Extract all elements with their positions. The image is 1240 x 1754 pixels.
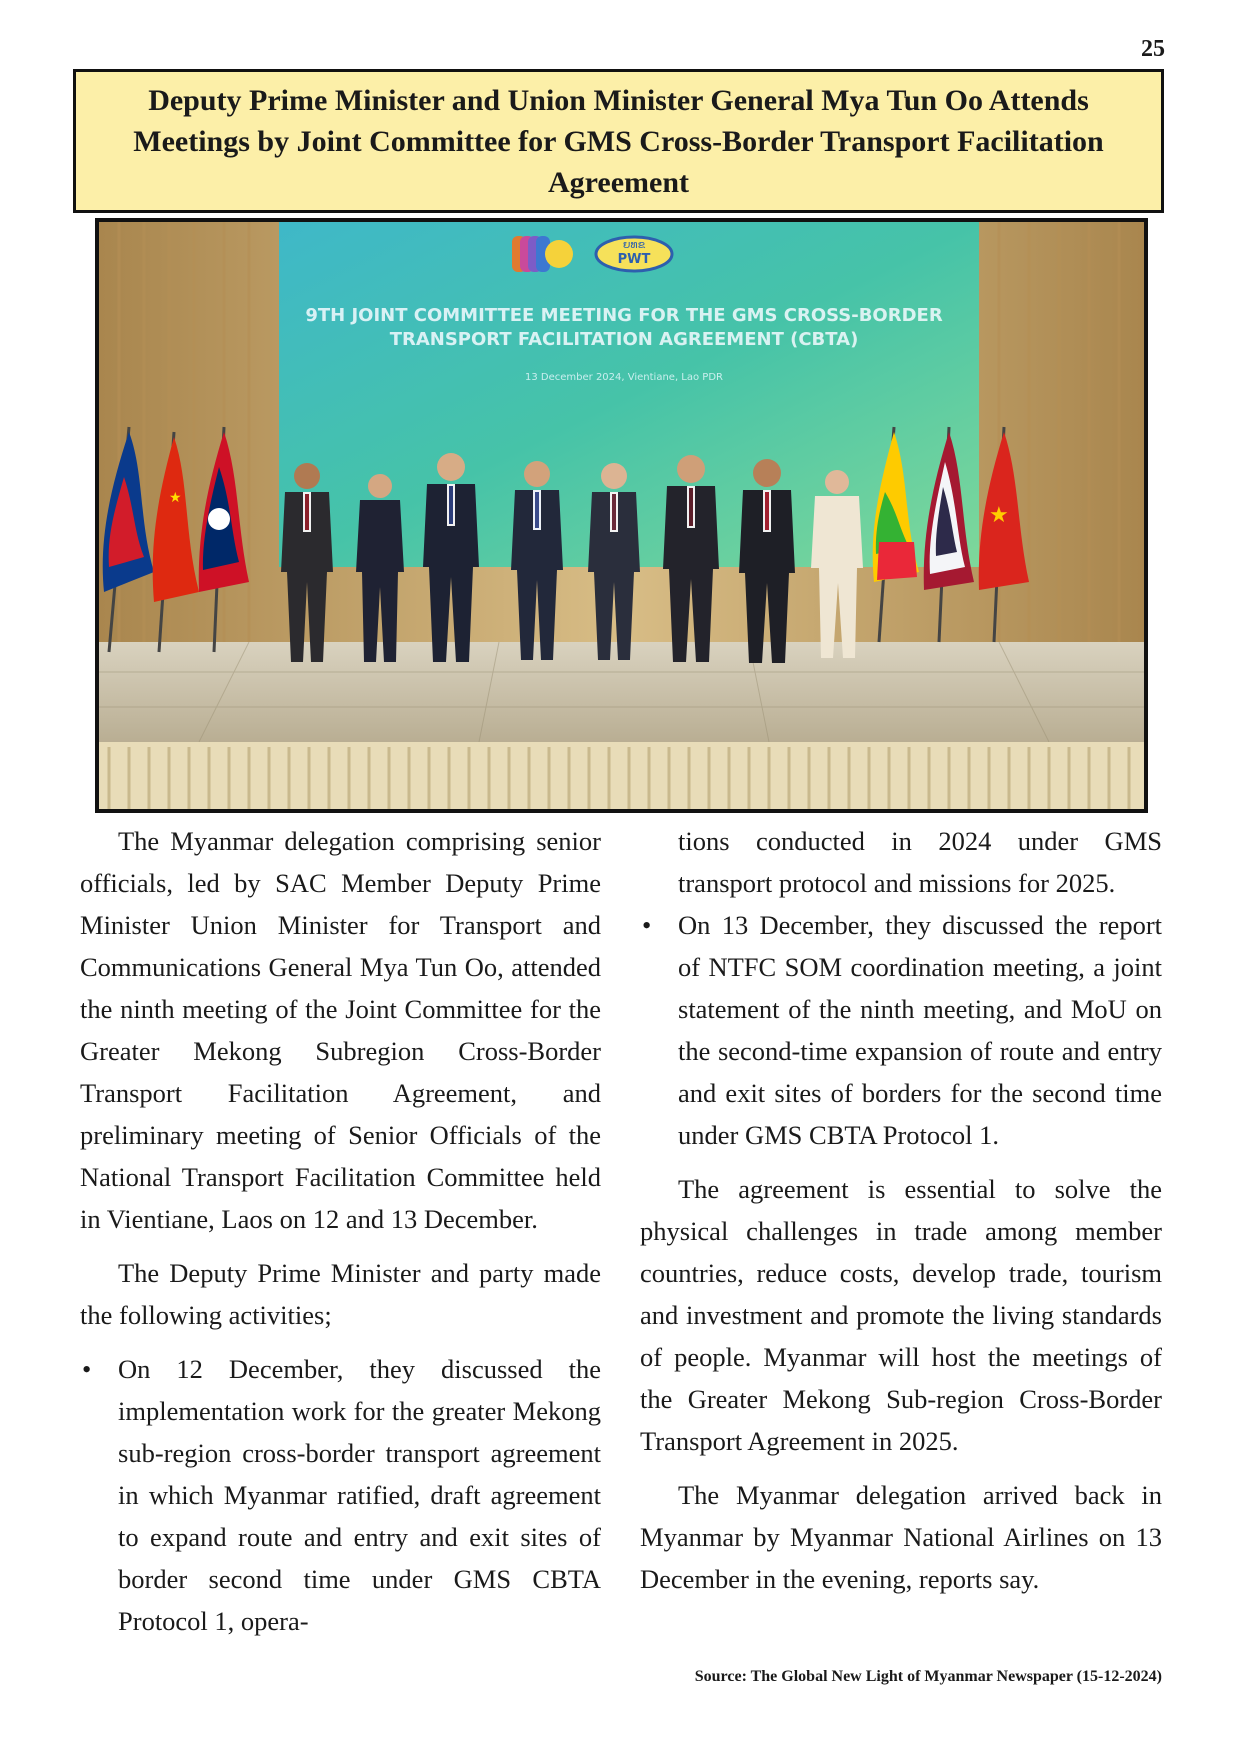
paragraph-agreement: The agreement is essential to solve the physical challenges in trade among member countries, reduce costs, develop trade, tourism and investment and promote the living standards of people. Myanmar will host the meetings of the Greater Mekong Sub-region Cross-Border Transport Agreement in 2025. — [640, 1174, 1162, 1456]
right-column — [640, 820, 1162, 1612]
page-number: 25 — [1141, 36, 1165, 62]
source-citation: Source: The Global New Light of Myanmar Newspaper (15-12-2024) — [694, 1668, 1162, 1685]
meeting-photo — [95, 218, 1148, 813]
screen-date: 13 December 2024, Vientiane, Lao PDR — [525, 372, 723, 383]
left-column — [80, 820, 601, 1654]
bullet-12-december-continued: tions conducted in 2024 under GMS transport protocol and missions for 2025. — [678, 826, 1162, 898]
activities-list-part1 — [80, 1348, 601, 1642]
bullet-13-december: • On 13 December, they discussed the report of NTFC SOM coordination meeting, a joint statement of the ninth meeting, and MoU on the second-time expansion of route and entry and exit sites of borders for the second time under GMS CBTA Protocol 1. — [640, 904, 1162, 1156]
svg-text:★: ★ — [989, 503, 1009, 528]
activities-list-part2 — [640, 820, 1162, 1156]
screen-title-line2: TRANSPORT FACILITATION AGREEMENT (CBTA) — [389, 329, 859, 350]
article-title: Deputy Prime Minister and Union Minister General Mya Tun Oo Attends Meetings by Joint Committee for GMS Cross-Border Transport Facilitation Agreement — [133, 83, 1104, 199]
paragraph-activities: The Deputy Prime Minister and party made the following activities; — [80, 1258, 601, 1330]
cbta-logo — [512, 236, 573, 272]
pwt-logo-top-text: ຍທຂ — [622, 238, 646, 251]
meeting-photo-illustration — [99, 222, 1144, 809]
bullet-12-december: • On 12 December, they discussed the implementation work for the greater Mekong sub-region cross-border transport agreement in which Myanmar ratified, draft agreement to expand route and entry and exit sites of border second time under GMS CBTA Protocol 1, opera- — [80, 1348, 601, 1642]
svg-text:★: ★ — [169, 490, 182, 506]
title-box — [73, 69, 1164, 213]
paragraph-intro: The Myanmar delegation comprising senior officials, led by SAC Member Deputy Prime Minister Union Minister for Transport and Communications General Mya Tun Oo, attended the ninth meeting of the Joint Committee for the Greater Mekong Subregion Cross-Border Transport Facilitation Agreement, and preliminary meeting of Senior Officials of the National Transport Facilitation Committee held in Vientiane, Laos on 12 and 13 December. — [80, 826, 601, 1234]
paragraph-return: The Myanmar delegation arrived back in Myanmar by Myanmar National Airlines on 13 December in the evening, reports say. — [640, 1480, 1162, 1594]
pwt-logo — [596, 237, 672, 271]
pwt-logo-text: PWT — [617, 252, 651, 267]
screen-title-line1: 9TH JOINT COMMITTEE MEETING FOR THE GMS CROSS-BORDER — [305, 305, 943, 326]
